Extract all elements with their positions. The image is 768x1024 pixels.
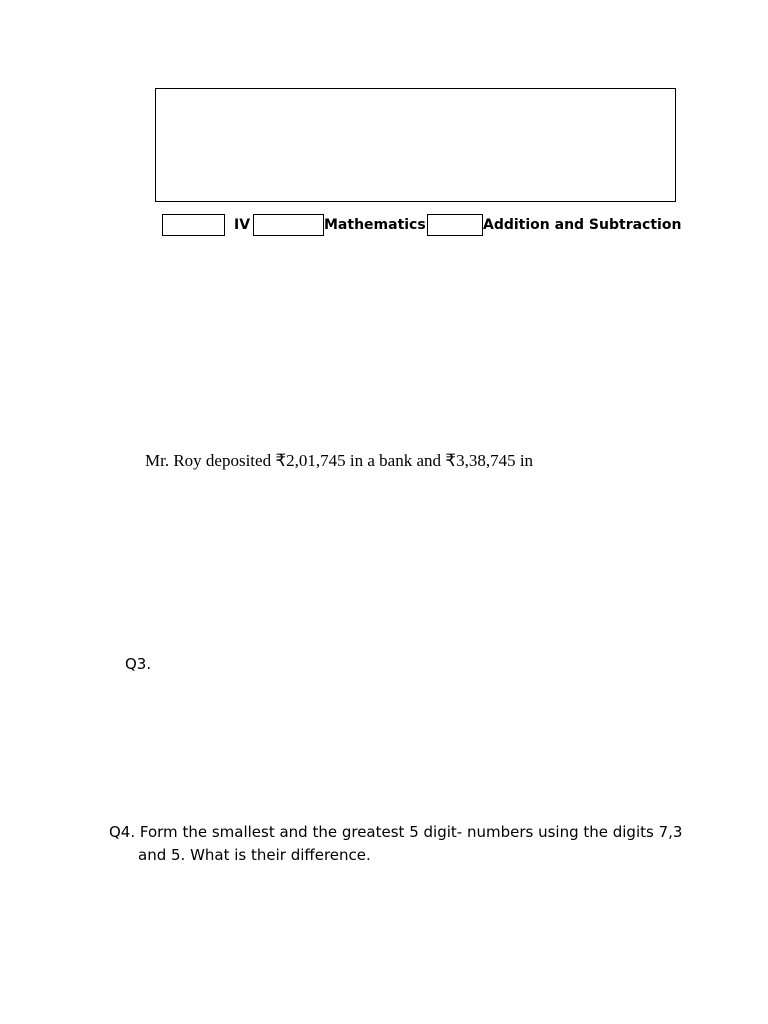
blank-field-2[interactable] bbox=[253, 214, 324, 236]
subject-value: Mathematics bbox=[324, 217, 426, 233]
blank-field-1[interactable] bbox=[162, 214, 225, 236]
question-4-line-2: and 5. What is their difference. bbox=[138, 846, 371, 864]
blank-field-3[interactable] bbox=[427, 214, 483, 236]
question-4 bbox=[109, 821, 689, 867]
class-value: IV bbox=[234, 217, 251, 233]
header-box bbox=[155, 88, 676, 202]
question-2-text: Mr. Roy deposited ₹2,01,745 in a bank and ₹3,38,745 in bbox=[145, 451, 534, 470]
question-4-line-1: Q4. Form the smallest and the greatest 5 digit- numbers using the digits 7,3 bbox=[109, 823, 683, 841]
worksheet-meta-row bbox=[0, 214, 768, 238]
question-3-label: Q3. bbox=[125, 655, 152, 673]
chapter-value: Addition and Subtraction bbox=[483, 217, 682, 233]
